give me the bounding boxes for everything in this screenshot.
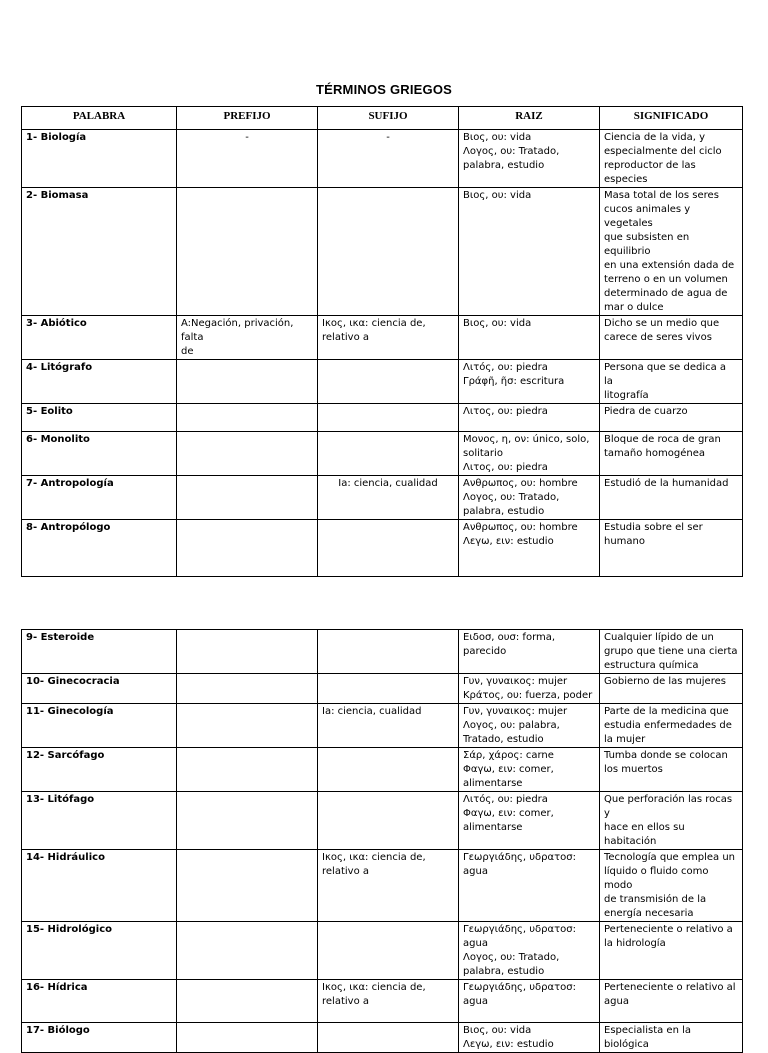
cell-raiz-text: Βιος, ου: vida bbox=[463, 318, 532, 329]
cell-sufijo bbox=[318, 850, 459, 922]
cell-significado-text: Gobierno de las mujeres bbox=[604, 676, 726, 687]
cell-prefijo bbox=[177, 316, 318, 360]
cell-sufijo bbox=[318, 674, 459, 704]
cell-palabra-text: 2- Biomasa bbox=[26, 190, 89, 201]
cell-palabra bbox=[22, 704, 177, 748]
cell-raiz-text: Ειδοσ, ουσ: forma, parecido bbox=[463, 632, 556, 657]
cell-significado bbox=[600, 1023, 743, 1053]
cell-raiz-text: Γεωργιάδης, υδρατοσ: agua bbox=[463, 852, 576, 877]
cell-sufijo bbox=[318, 792, 459, 850]
cell-sufijo bbox=[318, 630, 459, 674]
cell-prefijo bbox=[177, 130, 318, 188]
table-row bbox=[22, 748, 743, 792]
cell-significado bbox=[600, 792, 743, 850]
cell-prefijo bbox=[177, 922, 318, 980]
cell-palabra bbox=[22, 360, 177, 404]
cell-raiz bbox=[459, 520, 600, 577]
cell-raiz-text: Γεωργιάδης, υδρατοσ: agua Λογος, ου: Tratado, palabra, estudio bbox=[463, 924, 576, 977]
cell-palabra-text: 17- Biólogo bbox=[26, 1025, 90, 1036]
table-row bbox=[22, 404, 743, 432]
cell-sufijo bbox=[318, 1023, 459, 1053]
cell-raiz bbox=[459, 316, 600, 360]
cell-significado bbox=[600, 850, 743, 922]
cell-prefijo bbox=[177, 476, 318, 520]
cell-raiz bbox=[459, 980, 600, 1023]
cell-palabra-text: 13- Litófago bbox=[26, 794, 95, 805]
cell-prefijo bbox=[177, 792, 318, 850]
cell-significado-text: Perteneciente o relativo a la hidrología bbox=[604, 924, 733, 949]
cell-palabra bbox=[22, 922, 177, 980]
cell-prefijo bbox=[177, 630, 318, 674]
table-row bbox=[22, 674, 743, 704]
cell-significado bbox=[600, 748, 743, 792]
table-row bbox=[22, 980, 743, 1023]
cell-palabra-text: 16- Hídrica bbox=[26, 982, 88, 993]
cell-palabra bbox=[22, 980, 177, 1023]
cell-palabra bbox=[22, 792, 177, 850]
cell-palabra-text: 7- Antropología bbox=[26, 478, 114, 489]
cell-raiz-text: Λιτός, ου: piedra Φαγω, ειν: comer, alimentarse bbox=[463, 794, 554, 833]
cell-palabra-text: 4- Litógrafo bbox=[26, 362, 93, 373]
cell-significado bbox=[600, 360, 743, 404]
cell-palabra bbox=[22, 316, 177, 360]
cell-palabra-text: 14- Hidráulico bbox=[26, 852, 105, 863]
cell-significado bbox=[600, 630, 743, 674]
cell-sufijo bbox=[318, 432, 459, 476]
cell-prefijo-text: A:Negación, privación, falta de bbox=[181, 318, 294, 357]
cell-prefijo bbox=[177, 850, 318, 922]
cell-palabra-text: 1- Biología bbox=[26, 132, 87, 143]
table-row bbox=[22, 432, 743, 476]
cell-sufijo bbox=[318, 130, 459, 188]
cell-significado bbox=[600, 520, 743, 577]
terms-table-2 bbox=[21, 629, 743, 1053]
cell-prefijo bbox=[177, 432, 318, 476]
cell-raiz bbox=[459, 704, 600, 748]
table-row bbox=[22, 630, 743, 674]
cell-raiz-text: Βιος, ου: vida Λεγω, ειν: estudio bbox=[463, 1025, 554, 1050]
cell-sufijo bbox=[318, 404, 459, 432]
cell-palabra bbox=[22, 432, 177, 476]
cell-raiz bbox=[459, 630, 600, 674]
cell-significado bbox=[600, 188, 743, 316]
cell-raiz bbox=[459, 748, 600, 792]
table-row bbox=[22, 850, 743, 922]
cell-significado-text: Tecnología que emplea un líquido o fluido como modo de transmisión de la energía necesaria bbox=[604, 852, 736, 919]
cell-raiz-text: Σάρ, χάρος: carne Φαγω, ειν: comer, alimentarse bbox=[463, 750, 554, 789]
cell-raiz-text: Βιος, ου: vida bbox=[463, 190, 532, 201]
cell-raiz bbox=[459, 404, 600, 432]
cell-palabra bbox=[22, 476, 177, 520]
cell-palabra-text: 6- Monolito bbox=[26, 434, 90, 445]
table-row bbox=[22, 922, 743, 980]
cell-prefijo bbox=[177, 404, 318, 432]
cell-significado-text: Ciencia de la vida, y especialmente del ciclo reproductor de las especies bbox=[604, 132, 722, 185]
cell-raiz bbox=[459, 130, 600, 188]
cell-raiz-text: Γυν, γυναικος: mujer Κράτος, ου: fuerza, poder bbox=[463, 676, 593, 701]
cell-sufijo bbox=[318, 476, 459, 520]
cell-palabra-text: 9- Esteroide bbox=[26, 632, 95, 643]
cell-palabra-text: 8- Antropólogo bbox=[26, 522, 111, 533]
cell-palabra-text: 12- Sarcófago bbox=[26, 750, 105, 761]
cell-significado bbox=[600, 980, 743, 1023]
cell-significado bbox=[600, 704, 743, 748]
header-significado: SIGNIFICADO bbox=[600, 107, 743, 130]
cell-sufijo-text: Ικος, ικα: ciencia de, relativo a bbox=[322, 852, 426, 877]
cell-raiz-text: Λιτός, ου: piedra Γράφῆ, ῆσ: escritura bbox=[463, 362, 565, 387]
cell-raiz-text: Γυν, γυναικος: mujer Λογος, ου: palabra, Tratado, estudio bbox=[463, 706, 568, 745]
cell-palabra-text: 11- Ginecología bbox=[26, 706, 114, 717]
cell-sufijo-text: - bbox=[386, 132, 390, 143]
cell-significado bbox=[600, 432, 743, 476]
cell-palabra-text: 3- Abiótico bbox=[26, 318, 87, 329]
terms-table-1 bbox=[21, 106, 743, 577]
table-row bbox=[22, 520, 743, 577]
cell-significado-text: Estudia sobre el ser humano bbox=[604, 522, 703, 547]
cell-sufijo-text: Ικος, ικα: ciencia de, relativo a bbox=[322, 318, 426, 343]
table-row bbox=[22, 476, 743, 520]
cell-raiz bbox=[459, 922, 600, 980]
cell-prefijo bbox=[177, 748, 318, 792]
cell-raiz bbox=[459, 360, 600, 404]
cell-raiz bbox=[459, 674, 600, 704]
cell-sufijo bbox=[318, 316, 459, 360]
cell-palabra bbox=[22, 188, 177, 316]
cell-raiz bbox=[459, 476, 600, 520]
cell-sufijo bbox=[318, 520, 459, 577]
cell-sufijo bbox=[318, 360, 459, 404]
table-row bbox=[22, 130, 743, 188]
cell-sufijo bbox=[318, 188, 459, 316]
cell-palabra bbox=[22, 404, 177, 432]
cell-significado-text: Cualquier lípido de un grupo que tiene una cierta estructura química bbox=[604, 632, 738, 671]
cell-significado-text: Tumba donde se colocan los muertos bbox=[604, 750, 728, 775]
cell-raiz-text: Βιος, ου: vida Λογος, ου: Tratado, palabra, estudio bbox=[463, 132, 560, 171]
cell-significado-text: Piedra de cuarzo bbox=[604, 406, 688, 417]
cell-prefijo bbox=[177, 520, 318, 577]
cell-prefijo bbox=[177, 704, 318, 748]
cell-prefijo bbox=[177, 674, 318, 704]
cell-significado-text: Masa total de los seres cucos animales y vegetales que subsisten en equilibrio en una extensión dada de terreno o en un volumen determinado de agua de mar o dulce bbox=[604, 190, 735, 313]
cell-sufijo bbox=[318, 704, 459, 748]
cell-significado-text: Dicho se un medio que carece de seres vivos bbox=[604, 318, 720, 343]
cell-sufijo bbox=[318, 980, 459, 1023]
cell-significado-text: Persona que se dedica a la litografía bbox=[604, 362, 727, 401]
cell-prefijo bbox=[177, 980, 318, 1023]
cell-raiz bbox=[459, 188, 600, 316]
cell-prefijo bbox=[177, 188, 318, 316]
cell-palabra bbox=[22, 850, 177, 922]
cell-raiz-text: Λιτος, ου: piedra bbox=[463, 406, 548, 417]
header-prefijo: PREFIJO bbox=[177, 107, 318, 130]
cell-palabra bbox=[22, 1023, 177, 1053]
cell-sufijo-text: Ικος, ικα: ciencia de, relativo a bbox=[322, 982, 426, 1007]
cell-raiz-text: Ανθρωπος, ου: hombre Λογος, ου: Tratado, palabra, estudio bbox=[463, 478, 578, 517]
cell-raiz-text: Γεωργιάδης, υδρατοσ: agua bbox=[463, 982, 576, 1007]
cell-raiz bbox=[459, 432, 600, 476]
table-row bbox=[22, 704, 743, 748]
cell-significado-text: Perteneciente o relativo al agua bbox=[604, 982, 736, 1007]
cell-raiz bbox=[459, 1023, 600, 1053]
cell-sufijo bbox=[318, 748, 459, 792]
cell-significado bbox=[600, 404, 743, 432]
cell-significado-text: Bloque de roca de gran tamaño homogénea bbox=[604, 434, 721, 459]
table-header-row bbox=[22, 107, 743, 130]
cell-palabra-text: 10- Ginecocracia bbox=[26, 676, 120, 687]
cell-sufijo bbox=[318, 922, 459, 980]
cell-palabra bbox=[22, 674, 177, 704]
header-palabra: PALABRA bbox=[22, 107, 177, 130]
table-row bbox=[22, 316, 743, 360]
cell-significado-text: Estudió de la humanidad bbox=[604, 478, 729, 489]
cell-prefijo-text: - bbox=[245, 132, 249, 143]
cell-palabra bbox=[22, 520, 177, 577]
cell-raiz-text: Ανθρωπος, ου: hombre Λεγω, ειν: estudio bbox=[463, 522, 578, 547]
cell-significado bbox=[600, 316, 743, 360]
cell-significado bbox=[600, 476, 743, 520]
table-row bbox=[22, 792, 743, 850]
cell-palabra bbox=[22, 630, 177, 674]
cell-significado bbox=[600, 674, 743, 704]
table-row bbox=[22, 188, 743, 316]
cell-palabra bbox=[22, 748, 177, 792]
document-title: TÉRMINOS GRIEGOS bbox=[315, 82, 453, 97]
header-sufijo: SUFIJO bbox=[318, 107, 459, 130]
table-row bbox=[22, 1023, 743, 1053]
cell-palabra-text: 15- Hidrológico bbox=[26, 924, 112, 935]
header-raiz: RAIZ bbox=[459, 107, 600, 130]
cell-palabra-text: 5- Eolito bbox=[26, 406, 73, 417]
cell-sufijo-text: Ia: ciencia, cualidad bbox=[338, 478, 438, 489]
table-row bbox=[22, 360, 743, 404]
cell-raiz bbox=[459, 850, 600, 922]
cell-palabra bbox=[22, 130, 177, 188]
cell-raiz-text: Μονος, η, ον: único, solo, solitario Λιτος, ου: piedra bbox=[463, 434, 590, 473]
cell-significado bbox=[600, 922, 743, 980]
cell-significado bbox=[600, 130, 743, 188]
cell-prefijo bbox=[177, 360, 318, 404]
cell-significado-text: Especialista en la biológica bbox=[604, 1025, 692, 1050]
cell-significado-text: Que perforación las rocas y hace en ellos su habitación bbox=[604, 794, 733, 847]
cell-sufijo-text: Ia: ciencia, cualidad bbox=[322, 706, 422, 717]
cell-significado-text: Parte de la medicina que estudia enfermedades de la mujer bbox=[604, 706, 732, 745]
cell-prefijo bbox=[177, 1023, 318, 1053]
cell-raiz bbox=[459, 792, 600, 850]
